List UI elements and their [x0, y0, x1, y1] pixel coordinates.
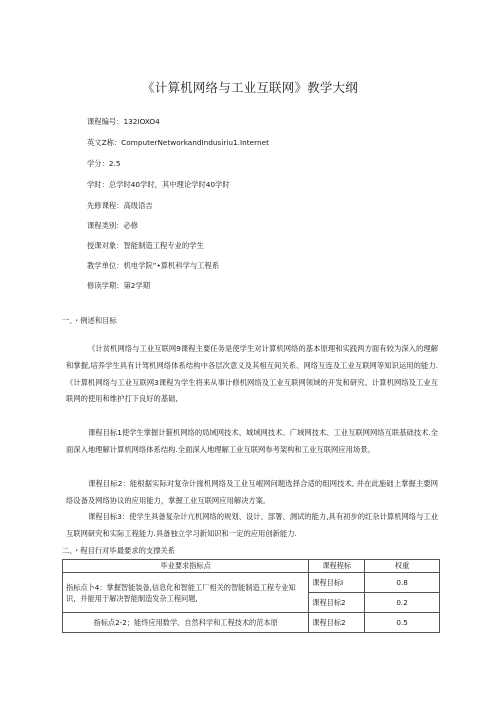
- table-header-row: [63, 560, 440, 573]
- course-category: 课程类别：必修: [87, 221, 139, 230]
- hours: 学时：总学时40学时，其中理论学时40学时: [87, 180, 230, 189]
- table-cell-target: 课程目标2: [309, 613, 365, 633]
- paragraph-objective-1: [66, 425, 438, 459]
- semester: 修读学期：第2学期: [87, 281, 151, 290]
- section-heading-1: 一、・例述和目标: [62, 316, 117, 325]
- paragraph-objective-3: [66, 509, 438, 543]
- table-header-target: 课程程标: [309, 560, 365, 573]
- paragraph-objective-3-text: 课程目标3：使学生具备复杂计亢机网络的规划、设计、部署、测试的能力,具有初步的红杂计算机网络与工业互联网研究和实际工程能力.具备独立学习新知识和一定的应用创新能力.: [66, 512, 438, 538]
- course-code: 课程编号：132IOXO4: [87, 117, 160, 126]
- support-table: [62, 559, 440, 633]
- table-cell-target: 课程目标2: [309, 593, 365, 613]
- table-row: [63, 573, 440, 593]
- paragraph-objective-2-text: 课程目标2：能根据实际对复杂计掾机网络及工业互岷网问题选择合适的组网技术, 并在此施础上掌握主要网络设备及网络协议的应用能力，掌握工业互联网应用解决方案,: [66, 479, 438, 505]
- table-cell-indicator: 指标点2-2；能终应用数学、自然科学和工程技术的范本原: [63, 613, 309, 633]
- paragraph-objective-2: [66, 476, 438, 510]
- table-header-weight: 权重: [365, 560, 440, 573]
- table-cell-indicator: 指标点卜4：掌握智能装备,信息化和智能工厂相关的智能制造工程专业知识，并能用于解决智能制造发杂工程问题,: [63, 573, 309, 613]
- section-heading-2: 二、・程目行对毕最要求的支撑关系: [62, 546, 176, 555]
- english-name: 英文Z称：ComputerNetworkandIndusiriu1.Internet: [87, 138, 269, 147]
- table-cell-target: 课程目标I: [309, 573, 365, 593]
- audience: 授课对象：智能制造工程专业的学生: [87, 241, 204, 250]
- paragraph-overview: [66, 341, 438, 408]
- table-cell-weight: 0.2: [365, 593, 440, 613]
- paragraph-objective-1-text: 课程目标1使学生掌握计箍机网络的局域网技术、城域网技术、广域网技术、工业互联网网络互联基础技术.全面深入地理解计算机网络体系结构.全面深入地理解工业互联网参考架构和工业互联网应用场景。: [66, 428, 438, 454]
- table-cell-weight: 0.5: [365, 613, 440, 633]
- credits: 学分：2.5: [87, 159, 121, 168]
- table-cell-weight: 0.8: [365, 573, 440, 593]
- table-row: [63, 613, 440, 633]
- prerequisite: 先修课程：高级语吉: [87, 201, 153, 210]
- table-header-indicator: 毕业要求指标点: [63, 560, 309, 573]
- teaching-unit: 教学单位：机电学院”•算机科学与工程系: [87, 261, 220, 270]
- document-title: 《计算机网络与工业互联网》教学大纲: [142, 80, 358, 95]
- paragraph-overview-text: 《计贫机网络与工业互联网9课程主要任务是使学生对计算机网络的基本原理和实践两方面有较为深入的理解和掌握,培养学生具有计驾机网络体系结构中各层次意义及其相互间关系、网络互连及工业互联网等知识运用的能力.《计算机网络与工业互联网3课程为学生将来从事计修机网络及工业互联网领域的开发和研究、计算机网络及工业互联网的使用和维护打下良好的基础,: [66, 344, 438, 404]
